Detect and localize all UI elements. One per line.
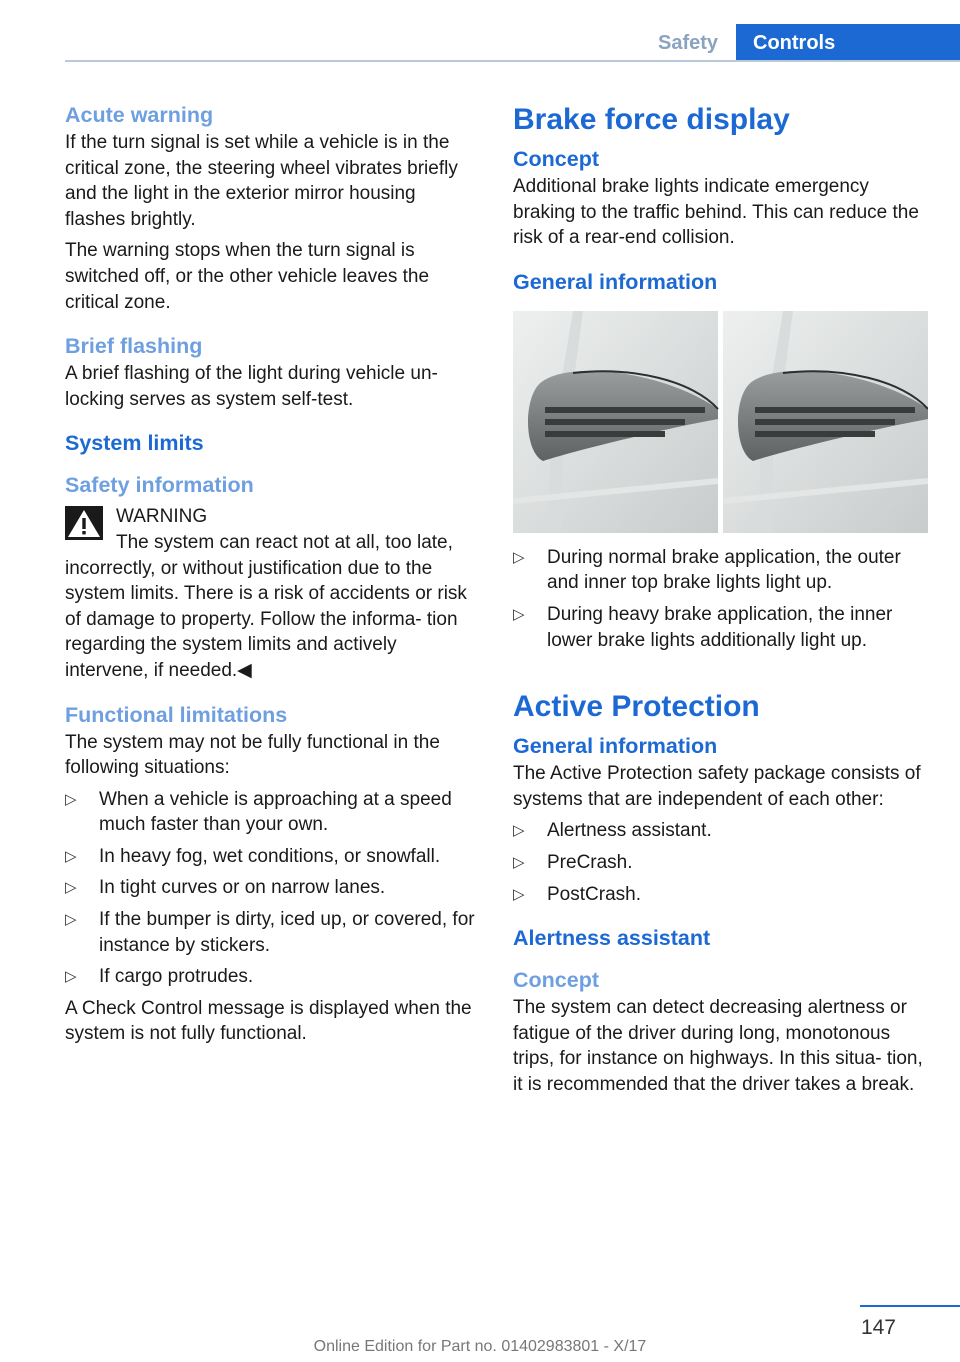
paragraph-brief-1: A brief flashing of the light during vehicle un‐ locking serves as system self-test. [65,363,438,410]
paragraph-alertness-1: The system can detect decreasing alertness or fatigue of the driver during long, monotonous trips, for instance on highways. In this situa‐ tion, it is recommended that the driver takes a break. [513,997,923,1095]
left-column [65,100,480,1053]
functional-limitations-list [65,787,480,990]
rear-light-illustration [513,311,928,533]
list-item: ▷ Alertness assistant. [513,818,933,844]
footer-rule [860,1305,960,1307]
page-header [0,0,960,64]
bullet-triangle-icon: ▷ [65,847,77,865]
paragraph-ap-1: The Active Protection safety package consists of systems that are independent of each other: [513,763,921,810]
right-column [513,100,933,1104]
heading-ap-general-information: General information [513,734,718,759]
heading-alertness-assistant: Alertness assistant [513,926,711,951]
rear-light-left-panel [513,311,718,533]
warning-box [65,504,480,683]
list-item: ▷ PreCrash. [513,850,933,876]
warning-body: incorrectly, or without justification due to the system limits. There is a risk of accidents or risk of damage to property. Follow the informa‐ tion regarding the system limits and actively intervene, if needed.◀ [65,557,467,681]
rear-light-right-panel [723,311,928,533]
brake-lights-figure [513,311,928,533]
heading-active-protection: Active Protection [513,690,760,724]
active-protection-list [513,818,933,907]
bullet-triangle-icon: ▷ [65,911,77,929]
bullet-triangle-icon: ▷ [513,605,525,623]
paragraph-acute-2: The warning stops when the turn signal is switched off, or the other vehicle leaves the critical zone. [65,240,430,313]
edition-footer: Online Edition for Part no. 01402983801 - X/17 [313,1338,647,1355]
brake-lights-list [513,545,933,653]
section-tab-safety[interactable]: Safety [657,32,719,54]
list-item: ▷ PostCrash. [513,882,933,908]
bullet-triangle-icon: ▷ [513,853,525,871]
bullet-triangle-icon: ▷ [513,885,525,903]
paragraph-acute-1: If the turn signal is set while a vehicle is in the critical zone, the steering wheel vibrates briefly and the light in the exterior mirror housing flashes brightly. [65,132,458,230]
paragraph-functional-2: A Check Control message is displayed when the system is not fully functional. [65,997,472,1045]
list-item: ▷ When a vehicle is approaching at a speed much faster than your own. [65,788,452,836]
bullet-triangle-icon: ▷ [513,548,525,566]
bullet-triangle-icon: ▷ [513,822,525,840]
list-item: ▷ In heavy fog, wet conditions, or snowfall. [65,844,480,870]
list-item: ▷ During heavy brake application, the inner lower brake lights additionally light up. [513,603,893,651]
heading-concept: Concept [513,147,599,171]
bullet-triangle-icon: ▷ [65,968,77,986]
header-rule [65,60,960,62]
list-item: ▷ During normal brake application, the outer and inner top brake lights light up. [513,546,901,594]
warning-line-1: The system can react not at all, too late, [116,531,453,553]
paragraph-concept-1: Additional brake lights indicate emergency braking to the traffic behind. This can reduce the risk of a rear-end collision. [513,176,919,249]
heading-general-information: General information [513,269,718,294]
warning-triangle-icon [65,506,103,540]
heading-system-limits: System limits [65,431,204,456]
heading-alertness-concept: Concept [513,968,599,993]
paragraph-functional-1: The system may not be fully functional in the following situations: [65,731,440,779]
list-item: ▷ If the bumper is dirty, iced up, or covered, for instance by stickers. [65,909,475,956]
heading-safety-information: Safety information [65,473,254,498]
bullet-triangle-icon: ▷ [65,790,77,808]
heading-acute-warning: Acute warning [65,103,214,127]
list-item: ▷ In tight curves or on narrow lanes. [65,875,480,901]
bullet-triangle-icon: ▷ [65,879,77,897]
warning-title: WARNING [116,506,208,528]
heading-functional-limitations: Functional limitations [65,702,288,727]
chapter-tab-controls[interactable]: Controls [736,24,960,62]
heading-brief-flashing: Brief flashing [65,334,203,359]
page-number: 147 [860,1316,896,1339]
heading-brake-force-display: Brake force display [513,103,790,136]
list-item: ▷ If cargo protrudes. [65,964,480,990]
